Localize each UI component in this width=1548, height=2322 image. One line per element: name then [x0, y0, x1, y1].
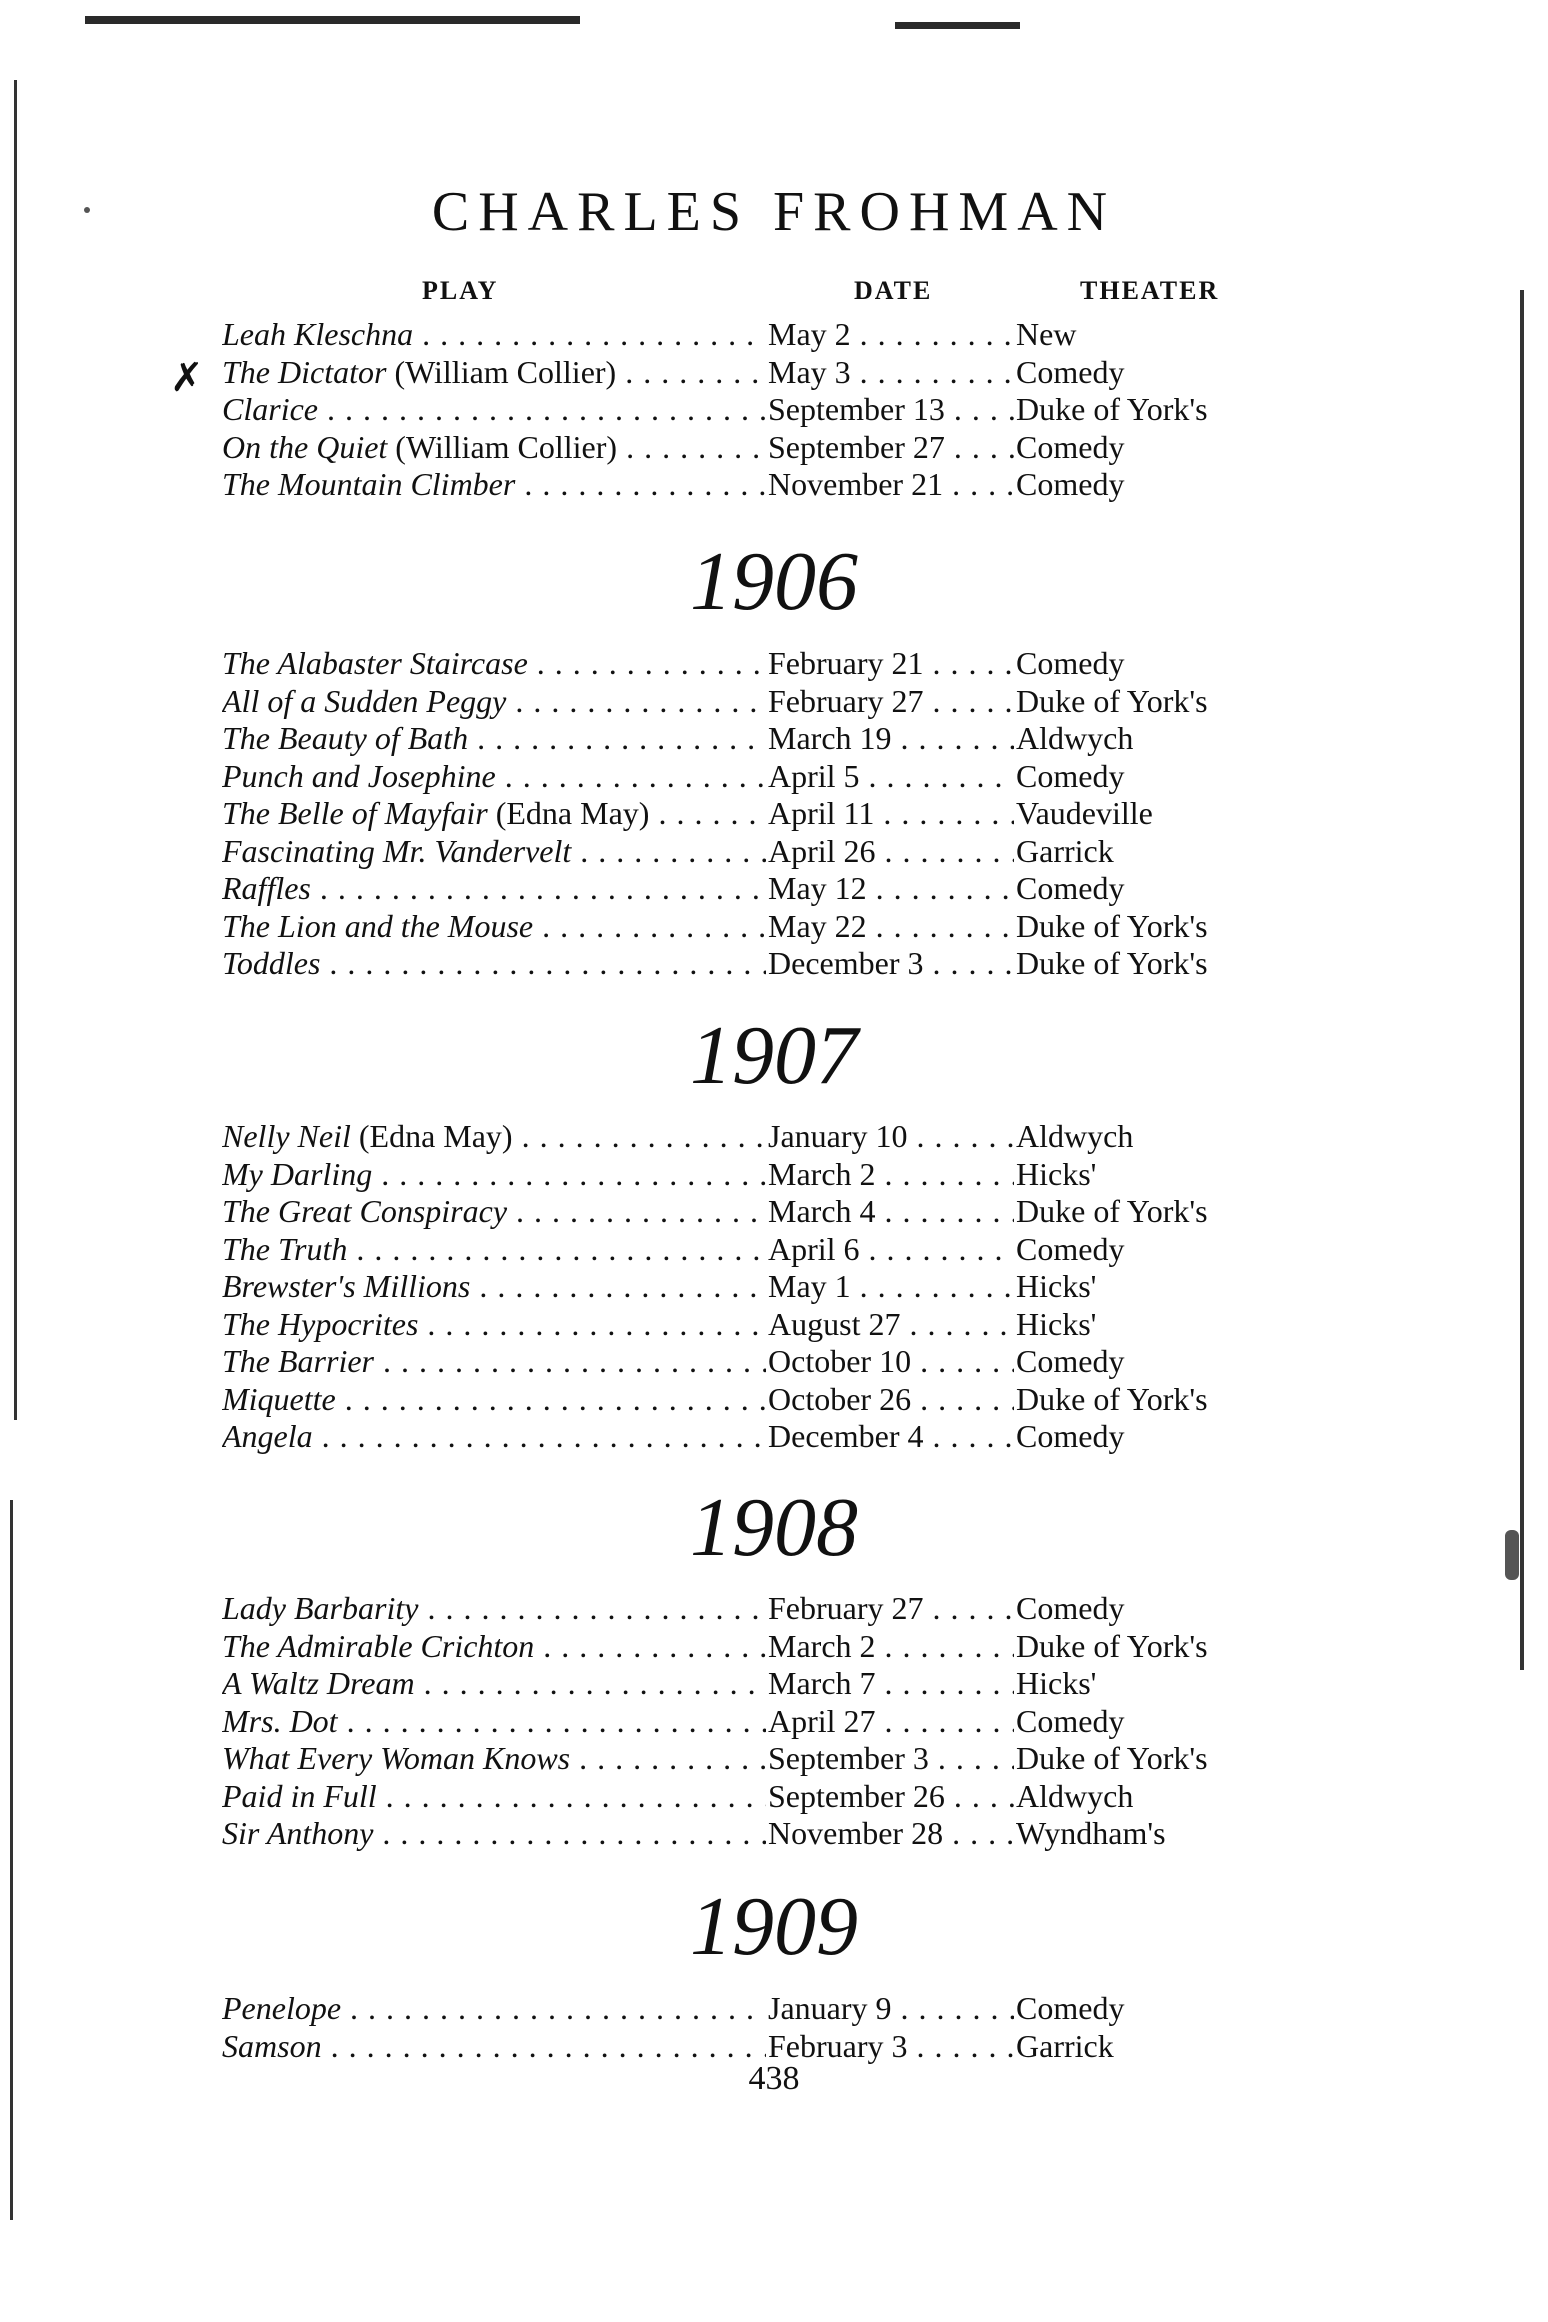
scan-artifact-top-right	[895, 22, 1020, 29]
opening-date-text: February 21	[768, 645, 924, 681]
theater-name: Comedy	[1016, 757, 1125, 794]
opening-date	[768, 1665, 1014, 1702]
play-title: Leah Kleschna	[222, 316, 414, 352]
play-cell	[222, 945, 766, 982]
play-title: Samson	[222, 2027, 322, 2064]
theater-name: New	[1016, 316, 1077, 352]
theater-name: Duke of York's	[1016, 682, 1208, 719]
opening-date	[768, 795, 1014, 832]
theater-name: Hicks'	[1016, 1268, 1097, 1304]
play-cell	[222, 758, 766, 795]
opening-date	[768, 391, 1014, 428]
theater-name: Comedy	[1016, 466, 1125, 502]
theater-name: Garrick	[1016, 832, 1114, 869]
play-star-note: (Edna May)	[495, 795, 650, 831]
opening-date	[768, 1231, 1014, 1268]
production-row	[222, 391, 1282, 428]
play-cell	[222, 1156, 766, 1193]
opening-date	[768, 1156, 1014, 1193]
production-row	[222, 466, 1282, 503]
production-row	[222, 1381, 1282, 1418]
opening-date	[768, 466, 1014, 503]
opening-date	[768, 833, 1014, 870]
play-title: On the Quiet	[222, 428, 388, 465]
opening-date-text: February 27	[768, 1590, 924, 1626]
opening-date	[768, 870, 1014, 907]
production-row	[222, 1231, 1282, 1268]
margin-cross-mark: ✗	[170, 355, 204, 400]
opening-date	[768, 316, 1014, 353]
opening-date-text: September 26	[768, 1777, 945, 1814]
theater-name: Duke of York's	[1016, 1627, 1208, 1664]
scan-artifact-left-edge-lower	[10, 1500, 13, 2220]
opening-date-text: February 3	[768, 2027, 908, 2064]
production-row	[222, 1703, 1282, 1740]
opening-date	[768, 1306, 1014, 1343]
opening-date-text: October 10	[768, 1343, 912, 1379]
production-row	[222, 1306, 1282, 1343]
play-cell	[222, 1703, 766, 1740]
opening-date	[768, 1628, 1014, 1665]
play-cell	[222, 316, 766, 353]
play-cell	[222, 1740, 766, 1777]
theater-name: Hicks'	[1016, 1155, 1097, 1192]
play-cell	[222, 908, 766, 945]
production-row	[222, 833, 1282, 870]
play-cell	[222, 429, 766, 466]
play-cell	[222, 645, 766, 682]
production-row	[222, 429, 1282, 466]
production-row	[222, 2028, 1282, 2065]
opening-date	[768, 1193, 1014, 1230]
theater-name: Comedy	[1016, 645, 1125, 681]
opening-date	[768, 720, 1014, 757]
theater-name: Vaudeville	[1016, 795, 1153, 831]
opening-date	[768, 2028, 1014, 2065]
production-row	[222, 1343, 1282, 1380]
opening-date-text: May 1	[768, 1268, 851, 1304]
play-title: A Waltz Dream	[222, 1665, 415, 1701]
production-row	[222, 1740, 1282, 1777]
opening-date-text: April 26	[768, 832, 876, 869]
page-number: 438	[748, 2060, 800, 2097]
opening-date-text: August 27	[768, 1305, 901, 1342]
opening-date-text: February 27	[768, 682, 924, 719]
play-title: The Truth	[222, 1230, 348, 1267]
play-cell	[222, 870, 766, 907]
production-row	[222, 758, 1282, 795]
play-title: The Beauty of Bath	[222, 720, 469, 756]
play-title: The Admirable Crichton	[222, 1627, 535, 1664]
play-title: Paid in Full	[222, 1777, 377, 1814]
play-title: Toddles	[222, 945, 321, 981]
opening-date-text: January 10	[768, 1118, 908, 1154]
opening-date	[768, 1418, 1014, 1455]
production-row	[222, 683, 1282, 720]
production-row	[222, 1156, 1282, 1193]
production-row	[222, 1628, 1282, 1665]
production-row	[222, 908, 1282, 945]
theater-name: Duke of York's	[1016, 907, 1208, 944]
theater-name: Aldwych	[1016, 720, 1134, 756]
theater-name: Duke of York's	[1016, 945, 1208, 981]
year-heading: 1906	[690, 535, 858, 628]
opening-date	[768, 1268, 1014, 1305]
theater-name: Comedy	[1016, 1702, 1125, 1739]
play-title: My Darling	[222, 1155, 373, 1192]
production-row	[222, 1193, 1282, 1230]
play-title: All of a Sudden Peggy	[222, 682, 507, 719]
play-title: The Alabaster Staircase	[222, 645, 528, 681]
play-star-note: (William Collier)	[395, 428, 618, 465]
opening-date-text: April 5	[768, 757, 860, 794]
theater-name: Duke of York's	[1016, 1380, 1208, 1417]
play-title: The Hypocrites	[222, 1305, 419, 1342]
opening-date	[768, 1990, 1014, 2027]
page-title: CHARLES FROHMAN	[431, 181, 1117, 243]
opening-date-text: May 12	[768, 870, 867, 906]
theater-name: Comedy	[1016, 353, 1125, 390]
opening-date	[768, 1703, 1014, 1740]
opening-date	[768, 1815, 1014, 1852]
play-title: The Mountain Climber	[222, 466, 516, 502]
opening-date	[768, 1118, 1014, 1155]
opening-date-text: December 3	[768, 945, 924, 981]
scan-artifact-top-left	[85, 16, 580, 24]
play-title: The Barrier	[222, 1343, 374, 1379]
year-heading: 1909	[690, 1880, 858, 1973]
theater-name: Duke of York's	[1016, 391, 1208, 427]
year-heading: 1907	[690, 1009, 858, 1102]
production-row	[222, 1665, 1282, 1702]
theater-name: Garrick	[1016, 2027, 1114, 2064]
play-title: The Great Conspiracy	[222, 1193, 508, 1229]
production-row	[222, 1990, 1282, 2027]
play-title: Nelly Neil	[222, 1118, 351, 1154]
production-row	[222, 720, 1282, 757]
opening-date-text: March 4	[768, 1193, 876, 1229]
opening-date	[768, 1343, 1014, 1380]
opening-date-text: March 2	[768, 1155, 876, 1192]
play-cell	[222, 795, 766, 832]
play-title: What Every Woman Knows	[222, 1740, 571, 1776]
theater-name: Comedy	[1016, 870, 1125, 906]
production-row	[222, 1778, 1282, 1815]
opening-date-text: November 28	[768, 1815, 944, 1851]
production-row	[222, 795, 1282, 832]
theater-name: Aldwych	[1016, 1777, 1134, 1814]
production-row	[222, 354, 1282, 391]
theater-name: Hicks'	[1016, 1305, 1097, 1342]
opening-date	[768, 945, 1014, 982]
play-cell	[222, 833, 766, 870]
play-title: Penelope	[222, 1990, 342, 2026]
opening-date	[768, 429, 1014, 466]
production-row	[222, 316, 1282, 353]
opening-date-text: April 6	[768, 1230, 860, 1267]
play-title: Brewster's Millions	[222, 1268, 471, 1304]
opening-date-text: October 26	[768, 1380, 912, 1417]
play-title: The Lion and the Mouse	[222, 907, 534, 944]
play-star-note: (Edna May)	[358, 1118, 513, 1154]
opening-date-text: April 11	[768, 795, 875, 831]
play-cell	[222, 1118, 766, 1155]
column-header-play: PLAY	[422, 276, 499, 305]
theater-name: Hicks'	[1016, 1665, 1097, 1701]
play-cell	[222, 1778, 766, 1815]
theater-name: Comedy	[1016, 1343, 1125, 1379]
opening-date-text: January 9	[768, 1990, 892, 2026]
play-title: Punch and Josephine	[222, 757, 496, 794]
play-title: Sir Anthony	[222, 1815, 374, 1851]
year-heading: 1908	[690, 1481, 858, 1574]
play-cell	[222, 391, 766, 428]
play-cell	[222, 1193, 766, 1230]
opening-date-text: May 3	[768, 353, 851, 390]
opening-date-text: April 27	[768, 1702, 876, 1739]
play-cell	[222, 1628, 766, 1665]
theater-name: Duke of York's	[1016, 1193, 1208, 1229]
column-header-theater: THEATER	[1080, 276, 1220, 305]
play-cell	[222, 1231, 766, 1268]
production-row	[222, 1418, 1282, 1455]
opening-date-text: September 3	[768, 1740, 929, 1776]
play-title: Lady Barbarity	[222, 1590, 419, 1626]
theater-name: Comedy	[1016, 1990, 1125, 2026]
theater-name: Aldwych	[1016, 1118, 1134, 1154]
opening-date	[768, 645, 1014, 682]
column-header-date: DATE	[854, 276, 933, 305]
play-cell	[222, 1343, 766, 1380]
opening-date-text: December 4	[768, 1418, 924, 1454]
production-row	[222, 645, 1282, 682]
theater-name: Wyndham's	[1016, 1815, 1166, 1851]
production-row	[222, 1118, 1282, 1155]
play-title: The Belle of Mayfair	[222, 795, 488, 831]
opening-date	[768, 1778, 1014, 1815]
play-title: Clarice	[222, 391, 318, 427]
opening-date	[768, 1381, 1014, 1418]
opening-date-text: March 19	[768, 720, 892, 756]
play-cell	[222, 1590, 766, 1627]
opening-date-text: September 27	[768, 428, 945, 465]
play-cell	[222, 354, 766, 391]
opening-date-text: May 22	[768, 907, 867, 944]
production-row	[222, 945, 1282, 982]
opening-date-text: November 21	[768, 466, 944, 502]
opening-date-text: March 7	[768, 1665, 876, 1701]
play-title: Angela	[222, 1418, 313, 1454]
scan-artifact-left-edge	[14, 80, 17, 1420]
play-star-note: (William Collier)	[394, 353, 617, 390]
opening-date	[768, 1740, 1014, 1777]
production-row	[222, 1815, 1282, 1852]
production-row	[222, 1590, 1282, 1627]
opening-date	[768, 758, 1014, 795]
play-cell	[222, 1815, 766, 1852]
opening-date	[768, 354, 1014, 391]
opening-date	[768, 1590, 1014, 1627]
play-cell	[222, 466, 766, 503]
opening-date-text: May 2	[768, 316, 851, 352]
play-cell	[222, 1381, 766, 1418]
play-cell	[222, 1268, 766, 1305]
theater-name: Comedy	[1016, 1230, 1125, 1267]
play-title: The Dictator	[222, 353, 387, 390]
play-cell	[222, 1418, 766, 1455]
opening-date-text: March 2	[768, 1627, 876, 1664]
theater-name: Duke of York's	[1016, 1740, 1208, 1776]
play-cell	[222, 720, 766, 757]
production-row	[222, 1268, 1282, 1305]
opening-date	[768, 908, 1014, 945]
play-cell	[222, 1665, 766, 1702]
opening-date-text: September 13	[768, 391, 945, 427]
play-title: Miquette	[222, 1380, 336, 1417]
play-cell	[222, 2028, 766, 2065]
theater-name: Comedy	[1016, 1590, 1125, 1626]
play-title: Fascinating Mr. Vandervelt	[222, 832, 572, 869]
play-title: Mrs. Dot	[222, 1702, 338, 1739]
production-row	[222, 870, 1282, 907]
opening-date	[768, 683, 1014, 720]
theater-name: Comedy	[1016, 428, 1125, 465]
play-cell	[222, 683, 766, 720]
theater-name: Comedy	[1016, 1418, 1125, 1454]
play-cell	[222, 1306, 766, 1343]
scan-artifact-right-edge	[1520, 290, 1524, 1670]
play-cell	[222, 1990, 766, 2027]
play-title: Raffles	[222, 870, 311, 906]
